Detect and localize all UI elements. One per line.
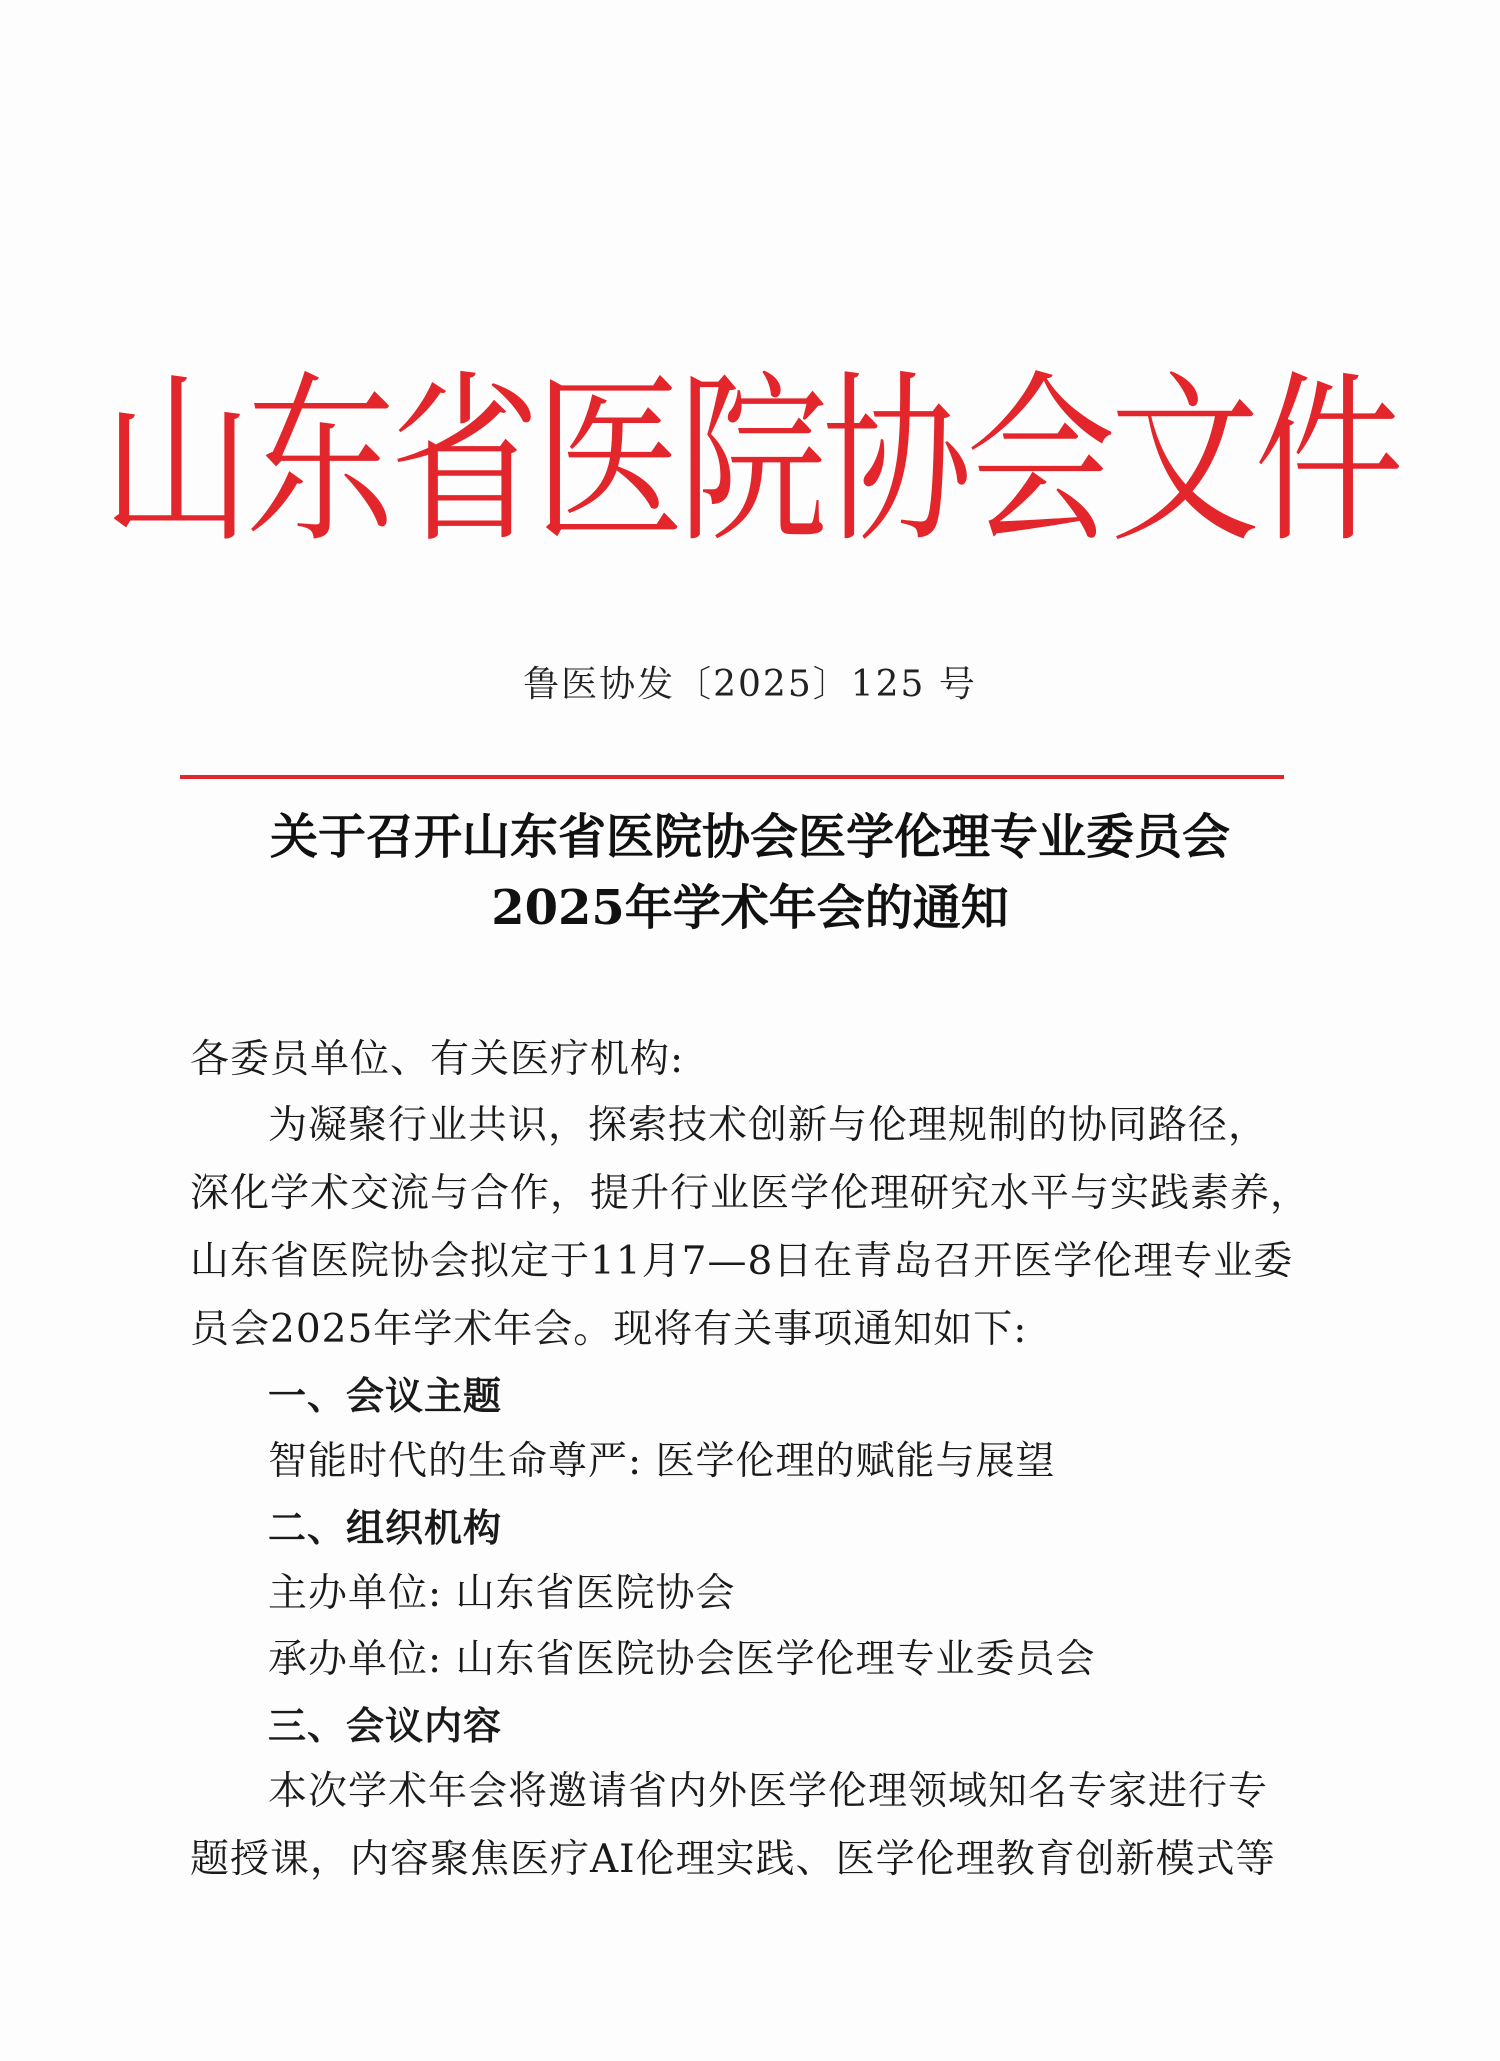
- notice-title-line-1: 关于召开山东省医院协会医学伦理专业委员会: [269, 809, 1230, 865]
- meeting-theme-text: 智能时代的生命尊严: 医学伦理的赋能与展望: [268, 1439, 1056, 1484]
- document-number: 鲁医协发〔2025〕125 号: [523, 664, 977, 705]
- intro-paragraph-line-1: 为凝聚行业共识，探索技术创新与伦理规制的协同路径，: [268, 1103, 1269, 1148]
- intro-paragraph-line-4: 员会2025年学术年会。现将有关事项通知如下:: [190, 1307, 1028, 1352]
- intro-paragraph-line-3: 山东省医院协会拟定于11月7—8日在青岛召开医学伦理专业委: [190, 1239, 1294, 1284]
- section-heading-content: 三、会议内容: [268, 1704, 503, 1748]
- content-paragraph-line-1: 本次学术年会将邀请省内外医学伦理领域知名专家进行专: [268, 1769, 1269, 1814]
- notice-title-line-2: 2025年学术年会的通知: [491, 880, 1009, 936]
- intro-paragraph-line-2: 深化学术交流与合作，提升行业医学伦理研究水平与实践素养，: [190, 1171, 1311, 1216]
- red-divider-line: [180, 775, 1284, 779]
- salutation: 各委员单位、有关医疗机构:: [190, 1037, 685, 1082]
- host-unit-text: 主办单位: 山东省医院协会: [268, 1571, 736, 1616]
- organizer-unit-text: 承办单位: 山东省医院协会医学伦理专业委员会: [268, 1637, 1096, 1682]
- document-masthead: 山东省医院协会文件: [101, 355, 1398, 569]
- content-paragraph-line-2: 题授课，内容聚焦医疗AI伦理实践、医学伦理教育创新模式等: [190, 1837, 1276, 1882]
- section-heading-theme: 一、会议主题: [268, 1374, 503, 1418]
- section-heading-organization: 二、组织机构: [268, 1506, 503, 1550]
